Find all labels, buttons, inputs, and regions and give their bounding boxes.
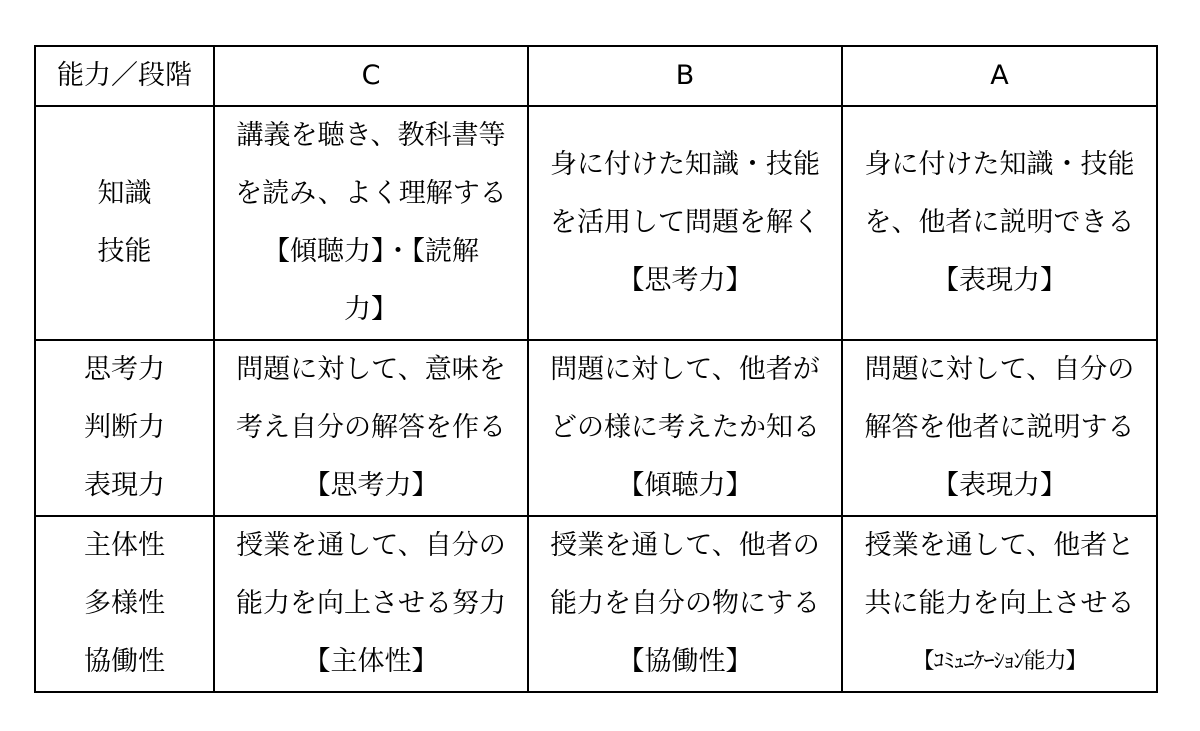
description-line: を活用して問題を解く (550, 207, 820, 238)
table-row-thinking-judgment-expression (35, 340, 1157, 516)
description-line: 【思考力】 (617, 265, 753, 296)
description-line: 講義を聴き、教科書等 (236, 120, 506, 151)
level-c-description (214, 340, 528, 516)
description-line: を読み、よく理解する (235, 178, 507, 209)
ability-label: 表現力 (84, 470, 165, 501)
ability-label: 判断力 (84, 412, 165, 443)
ability-label: 協働性 (84, 646, 165, 677)
description-line: 問題に対して、他者が (550, 354, 820, 385)
level-a-description (842, 516, 1157, 692)
description-line: どの様に考えたか知る (550, 412, 820, 443)
description-line: 授業を通して、他者の (550, 530, 820, 561)
column-header-a: A (842, 46, 1157, 106)
level-a-description (842, 340, 1157, 516)
description-line: 考え自分の解答を作る (236, 412, 506, 443)
table-row-subjectivity-diversity-collaboration (35, 516, 1157, 692)
level-b-description (528, 106, 842, 340)
description-line: 能力を向上させる努力 (236, 588, 506, 619)
level-b-description (528, 516, 842, 692)
description-line: 【傾聴力】・【読解 (263, 236, 479, 267)
description-line: 授業を通して、自分の (236, 530, 506, 561)
ability-label: 主体性 (84, 530, 165, 561)
level-a-description (842, 106, 1157, 340)
description-line: 【表現力】 (932, 265, 1067, 296)
ability-label: 思考力 (84, 354, 165, 385)
level-b-description (528, 340, 842, 516)
description-line: 【主体性】 (303, 646, 439, 677)
ability-cell (35, 516, 214, 692)
level-c-description (214, 106, 528, 340)
description-line: 問題に対して、自分の (864, 354, 1135, 385)
column-header-c: C (214, 46, 528, 106)
ability-rubric-table (34, 45, 1158, 693)
description-line: 【表現力】 (932, 470, 1067, 501)
ability-label: 技能 (97, 236, 152, 267)
description-line: 能力を自分の物にする (550, 588, 820, 619)
description-line: 力】 (344, 294, 398, 325)
ability-cell (35, 340, 214, 516)
description-line: を、他者に説明できる (864, 207, 1135, 238)
description-line: 身に付けた知識・技能 (864, 149, 1135, 180)
description-line: 【思考力】 (303, 470, 439, 501)
table-row-knowledge-skill (35, 106, 1157, 340)
column-header-b: B (528, 46, 842, 106)
description-line: 解答を他者に説明する (864, 412, 1135, 443)
corner-header-cell: 能力／段階 (35, 46, 214, 106)
header-row (35, 46, 1157, 106)
ability-label: 多様性 (84, 588, 165, 619)
description-line: 【傾聴力】 (617, 470, 753, 501)
ability-cell (35, 106, 214, 340)
description-line: 問題に対して、意味を (236, 354, 506, 385)
description-line: 身に付けた知識・技能 (550, 149, 820, 180)
description-line: 【ｺﾐｭﾆｹｰｼｮﾝ能力】 (912, 649, 1087, 674)
level-c-description (214, 516, 528, 692)
description-line: 共に能力を向上させる (864, 588, 1135, 619)
ability-label: 知識 (97, 178, 152, 209)
description-line: 授業を通して、他者と (864, 530, 1135, 561)
description-line: 【協働性】 (617, 646, 753, 677)
